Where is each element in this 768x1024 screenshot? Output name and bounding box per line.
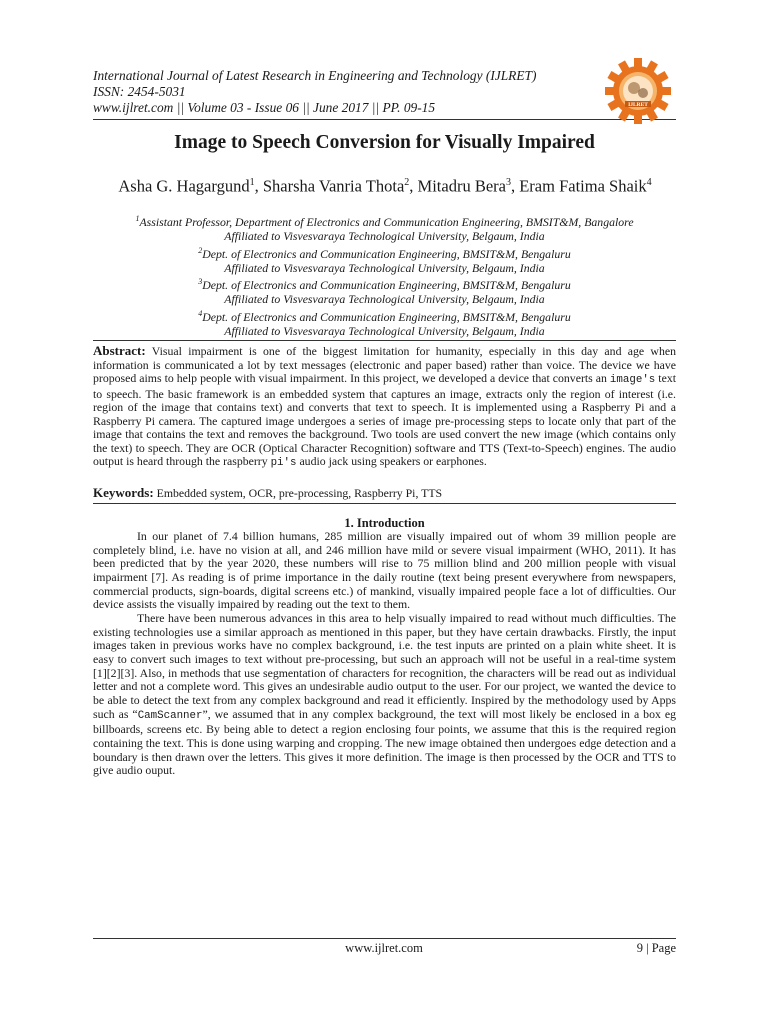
paragraph-1: In our planet of 7.4 billion humans, 285 million are visually impaired out of whom 39 million people are completely blind, i.e. have no vision at all, and 246 million have mild or severe visual impairment (WHO, 2011). It has been predicted that by the year 2020, these numbers will rise to 75 million blind and 200 million people with visual impairment [7]. As reading is of prime importance in the daily routine (text being present everywhere from newspapers, commercial products, sign-boards, digital screens etc.) of mankind, visually impaired people face a lot of difficulties. Our device assists the visually impaired by reading out the text to them. [93,529,676,612]
author-name: Sharsha Vanria Thota [262,176,405,196]
affiliation-university: Affiliated to Visvesvaraya Technological University, Belgaum, India [224,292,545,307]
author-name: Mitadru Bera [417,176,506,196]
author-superscript: 3 [505,177,511,188]
abstract-bottom-rule [93,503,676,504]
journal-header [93,68,603,116]
text-run: audio jack using speakers or earphones. [296,454,487,469]
affiliation-superscript: 2 [198,245,203,255]
author-separator: , [510,176,520,196]
affiliation-university: Affiliated to Visvesvaraya Technological University, Belgaum, India [224,229,545,244]
affiliation-university: Affiliated to Visvesvaraya Technological University, Belgaum, India [224,323,545,338]
keywords [93,486,676,500]
text-run: text to speech. The basic framework is an embedded system that captures an image, extracts only the region of interest (i.e. region of the image that contains text) and converts that text to speech. It is implemented using a Raspberry Pi and a Raspberry Pi camera. The captured image undergoes a series of image pre-processing steps to locate only that part of the image that contains the text and removes the background. Two tools are used convert the new image (which contains only the text) to speech. They are OCR (Optical Character Recognition) software and TTS (Text-to-Speech) engines. The audio output is heard through the raspberry [93,371,676,469]
affiliation-line [93,212,676,229]
abstract-top-rule [93,340,676,341]
inline-term: CamScanner [137,709,203,722]
affiliation-university: Affiliated to Visvesvaraya Technological University, Belgaum, India [224,260,545,275]
logo-text: IJLRET [628,102,648,108]
inline-term: pi's [270,457,297,470]
journal-issue-info: www.ijlret.com || Volume 03 - Issue 06 || June 2017 || PP. 09-15 [93,100,436,115]
journal-logo [604,57,672,125]
affiliation-superscript: 1 [135,214,140,223]
author-name: Eram Fatima Shaik [519,176,647,196]
affiliation-department: Dept. of Electronics and Communication Engineering, BMSIT&M, Bengaluru [202,246,571,261]
abstract-text [93,344,676,468]
author-list [110,172,660,198]
author-superscript: 1 [249,177,255,188]
author-superscript: 4 [646,177,652,188]
section-heading-introduction: 1. Introduction [344,516,425,530]
author-separator: , [254,176,263,196]
author-separator: , [409,176,418,196]
author-superscript: 2 [404,177,410,188]
affiliation-line [93,307,676,324]
affiliation-department: Assistant Professor, Department of Electronics and Communication Engineering, BMSIT&M, Bangalore [139,214,634,229]
journal-name: International Journal of Latest Research in Engineering and Technology (IJLRET) [93,68,537,83]
affiliation-superscript: 3 [198,277,203,287]
affiliation-superscript: 4 [198,308,203,318]
header-rule [93,119,676,120]
affiliation-department: Dept. of Electronics and Communication Engineering, BMSIT&M, Bengaluru [202,277,571,292]
footer-page-number: 9 | Page [636,941,676,955]
keywords-text: Embedded system, OCR, pre-processing, Raspberry Pi, TTS [153,486,443,500]
author-name: Asha G. Hagargund [118,176,250,196]
paper-title: Image to Speech Conversion for Visually Impaired [174,132,595,153]
affiliation-list [93,212,676,338]
affiliation-department: Dept. of Electronics and Communication Engineering, BMSIT&M, Bengaluru [202,309,571,324]
footer-website: www.ijlret.com [345,941,423,955]
affiliation-line [93,244,676,261]
journal-issn: ISSN: 2454-5031 [93,84,186,99]
abstract-label: Abstract: [93,343,146,358]
paragraph-2 [93,612,676,778]
introduction-body [93,530,676,778]
text-run: Visual impairment is one of the biggest limitation for humanity, especially in this day and age when information is communicated a lot by text messages (electronic and paper based) rather than voice. The device we have proposed aims to help people with visual impairment. In this project, we developed a device that converts an [93,344,676,386]
inline-term: image's [609,374,656,387]
text-run: There have been numerous advances in this area to help visually impaired to read without much difficulties. The existing technologies use a similar approach as mentioned in this paper, but they have certain drawbacks. Firstly, the input images taken in previous works have no complex background, i.e. the test inputs are printed on a plain white sheet. It is easy to convert such images to text without pre-processing, but such an approach will not be useful in a real-time system [1][2][3]. Also, in methods that use segmentation of characters for recognition, the characters will be read out as individual letter and not a complete word. This gives an undesirable audio output to the user. For our project, we wanted the device to be able to detect the text from any complex background and read it efficiently. Inspired by the methodology used by Apps such as “ [93,610,676,721]
text-run: ”, we assumed that in any complex background, the text will most likely be enclosed in a box eg billboards, screens etc. By being able to detect a region enclosing four points, we assume that this is the required region containing the text. This is done using warping and cropping. The new image obtained then undergoes edge detection and a boundary is then drawn over the letters. This gives it more definition. The image is then processed by the OCR and TTS to give audio ouput. [93,706,676,778]
footer-rule [93,938,676,939]
abstract [93,344,676,471]
affiliation-line [93,275,676,292]
keywords-label: Keywords: [93,485,154,500]
